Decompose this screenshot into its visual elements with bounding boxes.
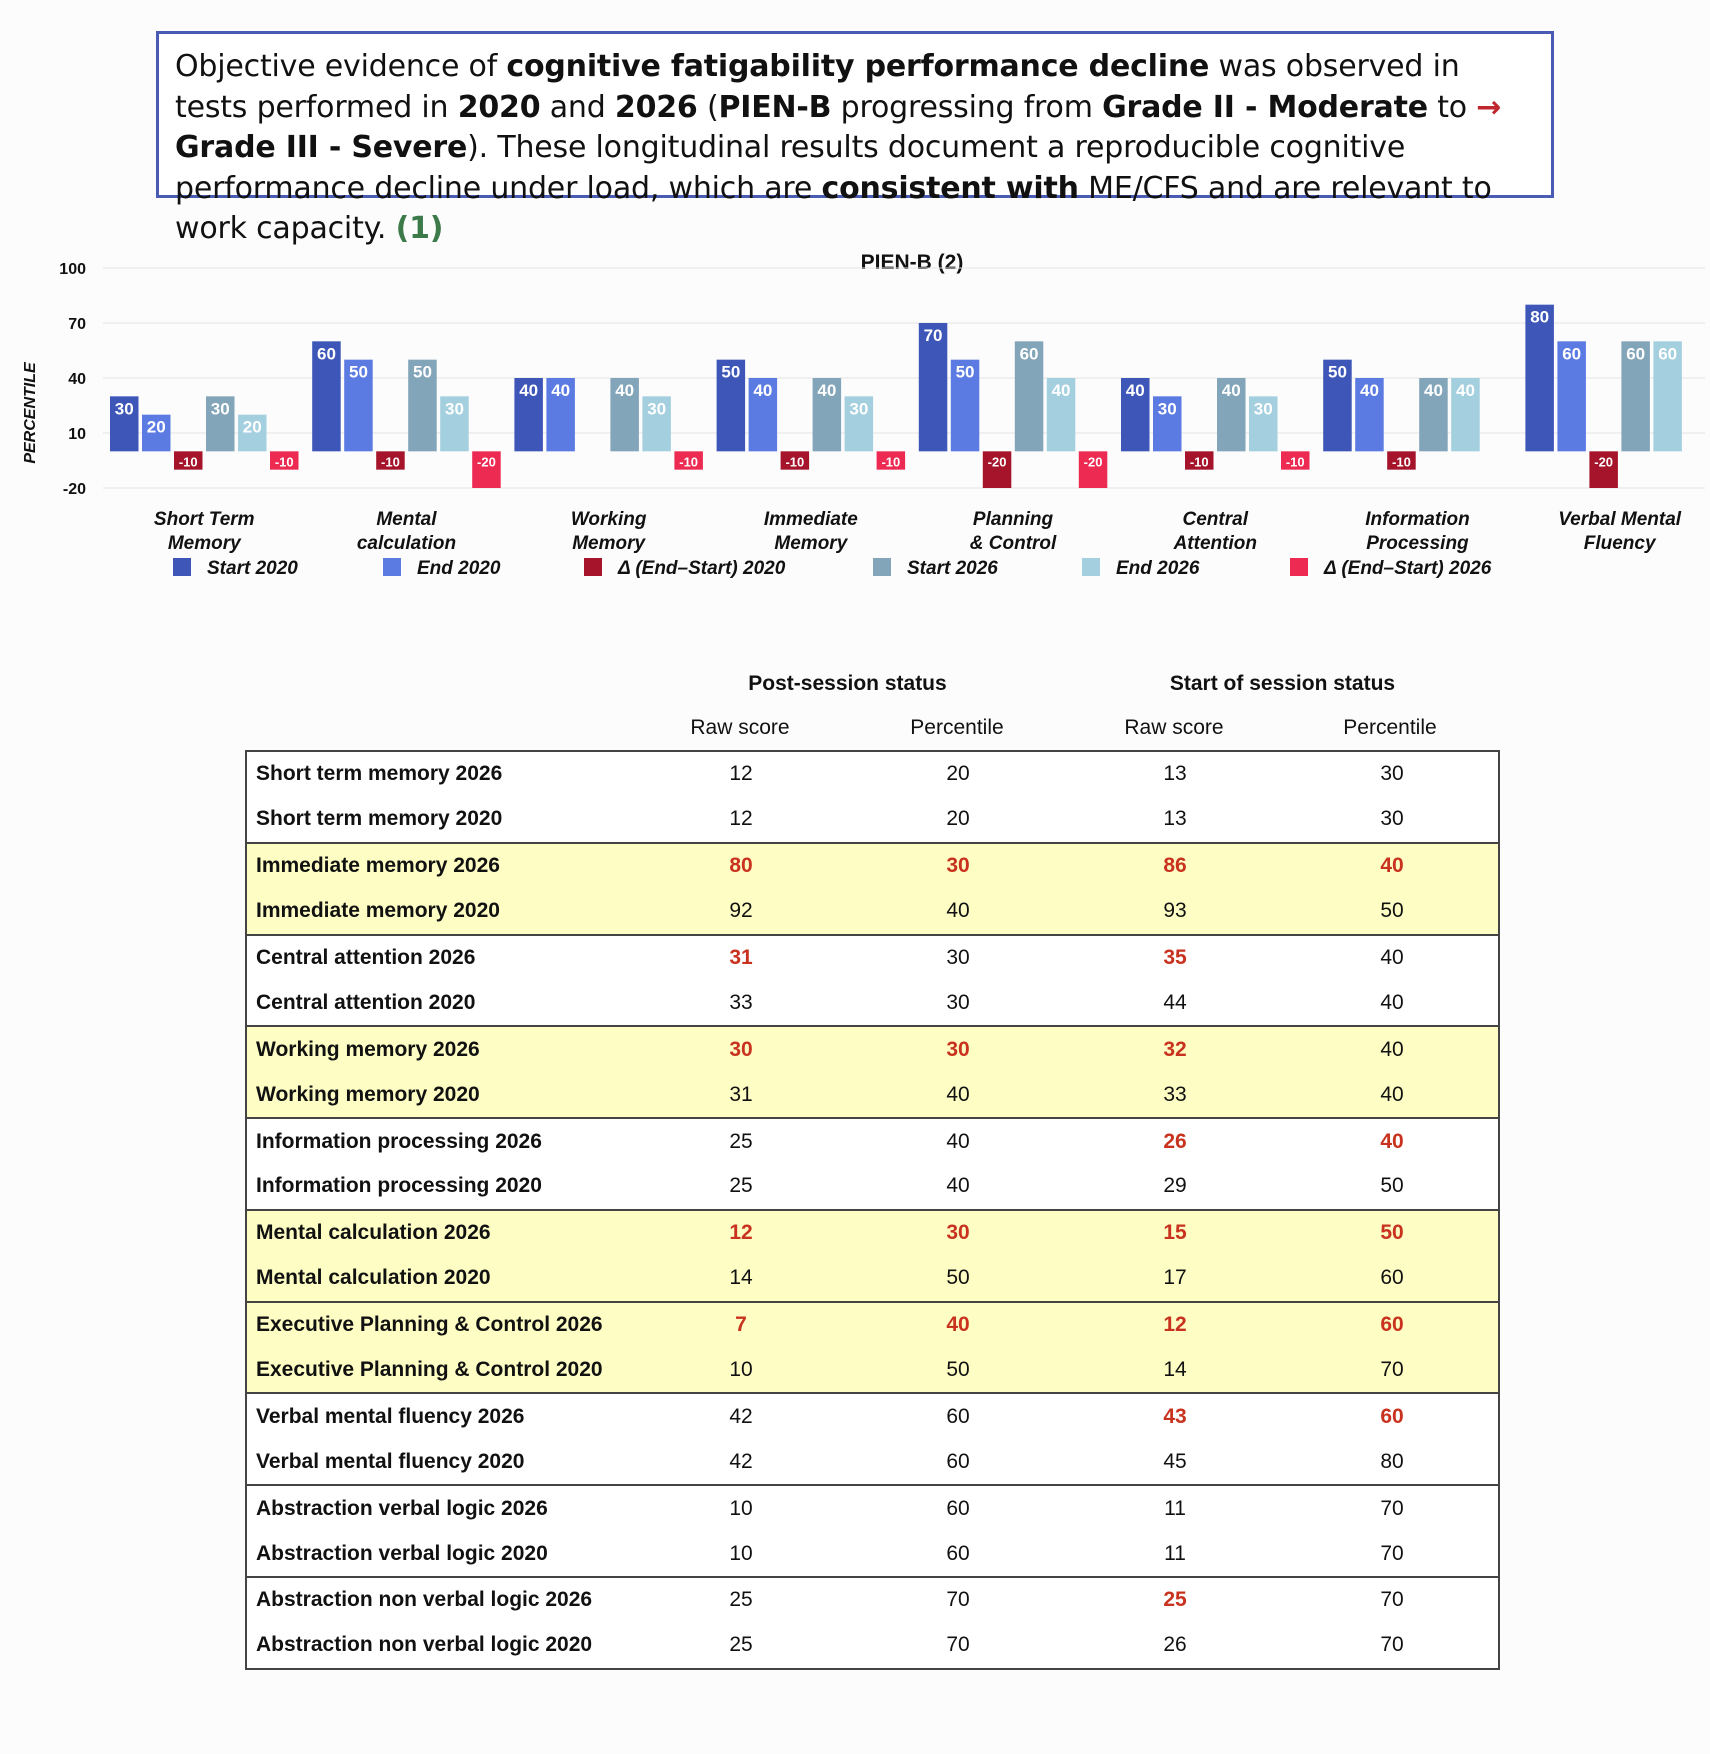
table-row-group <box>247 1303 1498 1395</box>
summary-part: progressing from <box>831 89 1103 125</box>
row-label: Verbal mental fluency 2020 <box>256 1449 525 1473</box>
table-cell: 40 <box>1380 1129 1404 1153</box>
table-cell: 30 <box>1380 762 1404 786</box>
category-label: Planning <box>972 509 1054 530</box>
bar-value-label: 50 <box>348 362 368 382</box>
bar-value-label: -10 <box>274 454 294 470</box>
table-cell: 12 <box>729 807 753 831</box>
table-cell: 26 <box>1163 1129 1187 1153</box>
legend-label: Start 2026 <box>907 558 998 579</box>
bar-value-label: -10 <box>381 454 400 470</box>
table-row-group <box>247 1027 1498 1119</box>
y-tick-label: 100 <box>59 261 86 278</box>
y-tick-label: 40 <box>68 371 86 388</box>
row-label: Information processing 2026 <box>256 1129 542 1153</box>
bar-value-label: 40 <box>615 381 635 400</box>
percentile-header-post: Percentile <box>910 716 1004 739</box>
bar-value-label: 40 <box>551 381 571 400</box>
table-row-group <box>247 844 1498 936</box>
table-cell: 40 <box>946 1082 970 1106</box>
row-label: Immediate memory 2026 <box>256 854 500 878</box>
summary-part: Grade II - Moderate <box>1102 89 1428 125</box>
table-cell: 42 <box>729 1404 753 1428</box>
bar-value-label: -10 <box>178 454 198 470</box>
bar-value-label: 60 <box>1626 344 1646 364</box>
category-label: Central <box>1182 509 1248 530</box>
category-label: calculation <box>356 533 457 554</box>
start-session-header: Start of session status <box>1169 672 1396 695</box>
table-cell: 40 <box>1380 854 1404 878</box>
category-label: Memory <box>774 533 848 554</box>
bar-value-label: 30 <box>210 399 230 419</box>
table-cell: 13 <box>1163 807 1187 831</box>
row-label: Central attention 2020 <box>256 990 476 1014</box>
bar-value-label: -10 <box>1189 454 1209 470</box>
bar-value-label: 60 <box>316 344 336 364</box>
category-label: Short Term <box>153 509 255 530</box>
legend-label: End 2020 <box>417 558 501 579</box>
table-cell: 33 <box>729 990 753 1014</box>
bar-value-label: -10 <box>1392 454 1411 470</box>
summary-part: 2026 <box>614 89 698 125</box>
category-label: Fluency <box>1583 533 1656 554</box>
category-label: Immediate <box>763 509 858 530</box>
row-label: Mental calculation 2026 <box>256 1221 491 1245</box>
post-session-header: Post-session status <box>748 672 947 695</box>
table-cell: 30 <box>946 946 970 969</box>
table-row <box>247 1623 1498 1668</box>
table-cell: 10 <box>729 1541 753 1565</box>
table-cell: 86 <box>1163 854 1187 878</box>
table-cell: 70 <box>946 1633 970 1657</box>
row-label: Abstraction non verbal logic 2026 <box>256 1588 593 1612</box>
category-label: Working <box>570 509 647 530</box>
row-label: Executive Planning & Control 2026 <box>256 1313 603 1337</box>
bar-value-label: 60 <box>1562 344 1582 364</box>
table-cell: 10 <box>729 1496 753 1520</box>
bar-value-label: -20 <box>987 454 1007 470</box>
table-row <box>247 1256 1498 1301</box>
table-cell: 40 <box>946 1313 970 1337</box>
table-cell: 50 <box>1380 1221 1404 1245</box>
table-cell: 31 <box>729 946 753 969</box>
bar-value-label: 50 <box>1327 362 1347 382</box>
table-cell: 40 <box>1380 1082 1404 1106</box>
table-cell: 12 <box>729 762 753 786</box>
bar-value-label: 60 <box>1658 344 1678 364</box>
bar-value-label: 40 <box>1125 381 1145 400</box>
table-cell: 70 <box>1380 1633 1404 1657</box>
summary-part: to <box>1427 89 1477 125</box>
table-cell: 30 <box>946 854 970 878</box>
table-cell: 45 <box>1163 1449 1187 1473</box>
row-label: Mental calculation 2020 <box>256 1266 491 1290</box>
table-cell: 40 <box>1380 946 1404 969</box>
table-row-group <box>247 752 1498 844</box>
table-cell: 70 <box>1380 1496 1404 1520</box>
bar-value-label: 80 <box>1530 307 1550 327</box>
bar-value-label: 40 <box>1455 381 1475 400</box>
summary-part: and <box>540 89 615 125</box>
table-cell: 17 <box>1163 1266 1187 1290</box>
legend-label: Δ (End–Start) 2026 <box>1324 558 1492 579</box>
bar-value-label: -10 <box>1285 454 1305 470</box>
row-label: Information processing 2020 <box>256 1174 542 1198</box>
table-cell: 50 <box>1380 1174 1404 1198</box>
bar-value-label: 30 <box>647 399 667 419</box>
summary-part: cognitive fatigability performance decline <box>506 49 1210 84</box>
row-label: Executive Planning & Control 2020 <box>256 1358 603 1382</box>
bar-value-label: 40 <box>1423 381 1443 400</box>
table-cell: 7 <box>735 1313 747 1337</box>
table-cell: 26 <box>1163 1633 1187 1657</box>
bar-value-label: -10 <box>881 454 901 470</box>
table-cell: 60 <box>946 1404 970 1428</box>
table-row-group <box>247 1119 1498 1211</box>
table-row <box>247 1531 1498 1576</box>
summary-part: (1) <box>395 211 444 246</box>
category-label: Memory <box>572 533 646 554</box>
table-row <box>247 1211 1498 1256</box>
row-label: Abstraction verbal logic 2020 <box>256 1541 548 1565</box>
table-cell: 33 <box>1163 1082 1187 1106</box>
table-cell: 42 <box>729 1449 753 1473</box>
table-cell: 70 <box>1380 1588 1404 1612</box>
table-row-group <box>247 1211 1498 1303</box>
table-cell: 70 <box>946 1588 970 1612</box>
table-cell: 11 <box>1164 1496 1186 1520</box>
bar-value-label: -10 <box>679 454 699 470</box>
row-label: Verbal mental fluency 2026 <box>256 1404 525 1428</box>
table-row <box>247 1119 1498 1164</box>
table-cell: 44 <box>1163 990 1187 1014</box>
table-cell: 40 <box>946 1129 970 1153</box>
table-row <box>247 1439 1498 1484</box>
table-cell: 11 <box>1164 1541 1186 1565</box>
table-cell: 25 <box>729 1129 753 1153</box>
table-cell: 40 <box>946 1174 970 1198</box>
legend-swatch <box>383 558 401 576</box>
row-label: Immediate memory 2020 <box>256 899 500 923</box>
summary-part: ME/CFS and are relevant to work capacity. <box>175 170 1492 246</box>
table-row <box>247 889 1498 934</box>
table-cell: 30 <box>946 1221 970 1245</box>
table-row <box>247 1164 1498 1209</box>
table-cell: 40 <box>1380 1037 1404 1061</box>
table-cell: 60 <box>1380 1313 1404 1337</box>
chart-title: PIEN-B (2) <box>860 251 964 274</box>
legend-swatch <box>873 558 891 576</box>
bar-value-label: 60 <box>1019 344 1039 364</box>
table-cell: 14 <box>729 1266 753 1290</box>
category-label: Processing <box>1366 533 1469 554</box>
table-row <box>247 844 1498 889</box>
row-label: Abstraction non verbal logic 2020 <box>256 1633 593 1657</box>
row-label: Short term memory 2020 <box>256 807 503 831</box>
category-label: Verbal Mental <box>1558 509 1682 530</box>
table-row <box>247 1486 1498 1531</box>
category-label: Memory <box>167 533 241 554</box>
bar-value-label: 30 <box>114 399 134 419</box>
table-cell: 25 <box>729 1633 753 1657</box>
bar-value-label: 70 <box>923 326 943 345</box>
row-label: Working memory 2026 <box>256 1037 480 1061</box>
y-tick-label: 10 <box>68 426 86 443</box>
bar-value-label: -20 <box>1594 454 1614 470</box>
bar-value-label: 50 <box>955 362 975 382</box>
bar-value-label: 30 <box>849 399 869 419</box>
bar-value-label: 40 <box>1221 381 1241 400</box>
table-row <box>247 1027 1498 1072</box>
row-label: Working memory 2020 <box>256 1082 480 1106</box>
summary-part: consistent with <box>821 170 1079 206</box>
category-label: Information <box>1365 509 1470 530</box>
table-cell: 60 <box>1380 1266 1404 1290</box>
bar-value-label: 30 <box>1157 399 1177 419</box>
category-label: Mental <box>376 509 437 530</box>
bar-value-label: -10 <box>785 454 805 470</box>
table-row <box>247 1348 1498 1393</box>
table-cell: 80 <box>1380 1449 1404 1473</box>
legend-label: Start 2020 <box>207 558 298 579</box>
legend-label: End 2026 <box>1116 558 1200 579</box>
summary-part: ( <box>697 89 719 125</box>
percentile-header-start: Percentile <box>1343 716 1437 739</box>
table-cell: 92 <box>729 899 753 923</box>
table-row <box>247 980 1498 1025</box>
bar-value-label: 50 <box>412 362 432 382</box>
bar-value-label: 20 <box>146 417 166 437</box>
legend-label: Δ (End–Start) 2020 <box>618 558 786 579</box>
table-cell: 40 <box>1380 990 1404 1014</box>
table-cell: 93 <box>1163 899 1187 923</box>
table-cell: 35 <box>1163 946 1187 969</box>
table-cell: 60 <box>946 1449 970 1473</box>
row-label: Abstraction verbal logic 2026 <box>256 1496 548 1520</box>
y-axis-label: PERCENTILE <box>22 362 39 464</box>
table-cell: 12 <box>729 1221 753 1245</box>
table-cell: 10 <box>729 1358 753 1382</box>
summary-part: 2020 <box>457 89 541 125</box>
bar-value-label: 20 <box>242 417 262 437</box>
table-cell: 70 <box>1380 1541 1404 1565</box>
table-cell: 25 <box>729 1588 753 1612</box>
bar-value-label: 40 <box>1051 381 1071 400</box>
row-label: Short term memory 2026 <box>256 762 503 786</box>
table-cell: 60 <box>946 1496 970 1520</box>
raw-score-header-post: Raw score <box>690 716 790 739</box>
category-label: & Control <box>969 533 1057 554</box>
table-cell: 70 <box>1380 1358 1404 1382</box>
summary-part: Grade III - Severe <box>175 130 468 165</box>
table-cell: 60 <box>946 1541 970 1565</box>
table-row-group <box>247 1394 1498 1486</box>
table-cell: 30 <box>729 1037 753 1061</box>
table-row <box>247 1303 1498 1348</box>
table-cell: 30 <box>946 1037 970 1061</box>
bar-value-label: 40 <box>817 381 837 400</box>
bar-value-label: 30 <box>1253 399 1273 419</box>
summary-part: ). These longitudinal results document a reproducible cognitive performance decline under load, which are <box>175 130 1406 206</box>
results-table <box>245 750 1500 1670</box>
bar-value-label: 40 <box>753 381 773 400</box>
legend-swatch <box>1082 558 1100 576</box>
table-row-group <box>247 936 1498 1028</box>
table-cell: 30 <box>946 990 970 1014</box>
table-cell: 31 <box>729 1082 753 1106</box>
table-row-group <box>247 1578 1498 1668</box>
summary-part: Objective evidence of <box>175 49 507 84</box>
bar-value-label: 50 <box>721 362 741 382</box>
table-row <box>247 797 1498 842</box>
legend-swatch <box>584 558 602 576</box>
bar-value-label: 40 <box>519 381 539 400</box>
table-cell: 30 <box>1380 807 1404 831</box>
table-row <box>247 1578 1498 1623</box>
table-row <box>247 1394 1498 1439</box>
table-row <box>247 936 1498 981</box>
table-cell: 29 <box>1163 1174 1187 1198</box>
table-cell: 60 <box>1380 1404 1404 1428</box>
summary-box <box>156 31 1554 246</box>
table-cell: 32 <box>1163 1037 1187 1061</box>
table-cell: 20 <box>946 807 970 831</box>
bar-value-label: 40 <box>1359 381 1379 400</box>
table-cell: 15 <box>1163 1221 1187 1245</box>
table-cell: 25 <box>1163 1588 1187 1612</box>
table-cell: 50 <box>946 1358 970 1382</box>
table-row <box>247 752 1498 797</box>
y-tick-label: -20 <box>62 481 86 498</box>
table-cell: 25 <box>729 1174 753 1198</box>
table-cell: 43 <box>1163 1404 1187 1428</box>
table-cell: 50 <box>1380 899 1404 923</box>
table-row <box>247 1072 1498 1117</box>
table-cell: 50 <box>946 1266 970 1290</box>
category-label: Attention <box>1173 533 1257 554</box>
bar-value-label: -20 <box>477 454 496 470</box>
table-row-group <box>247 1486 1498 1578</box>
summary-part: → <box>1476 89 1502 125</box>
legend-swatch <box>173 558 191 576</box>
y-tick-label: 70 <box>68 316 86 333</box>
table-cell: 20 <box>946 762 970 786</box>
summary-part: PIEN-B <box>718 89 832 125</box>
raw-score-header-start: Raw score <box>1124 716 1224 739</box>
chart <box>0 235 1710 655</box>
bar-value-label: 30 <box>444 399 464 419</box>
legend-swatch <box>1290 558 1308 576</box>
summary-part: was observed in tests performed in <box>175 49 1460 125</box>
table-cell: 80 <box>729 854 753 878</box>
table-cell: 14 <box>1163 1358 1187 1382</box>
table-cell: 12 <box>1163 1313 1187 1337</box>
table-cell: 13 <box>1163 762 1187 786</box>
table-cell: 40 <box>946 899 970 923</box>
row-label: Central attention 2026 <box>256 946 476 969</box>
bar-value-label: -20 <box>1083 454 1103 470</box>
